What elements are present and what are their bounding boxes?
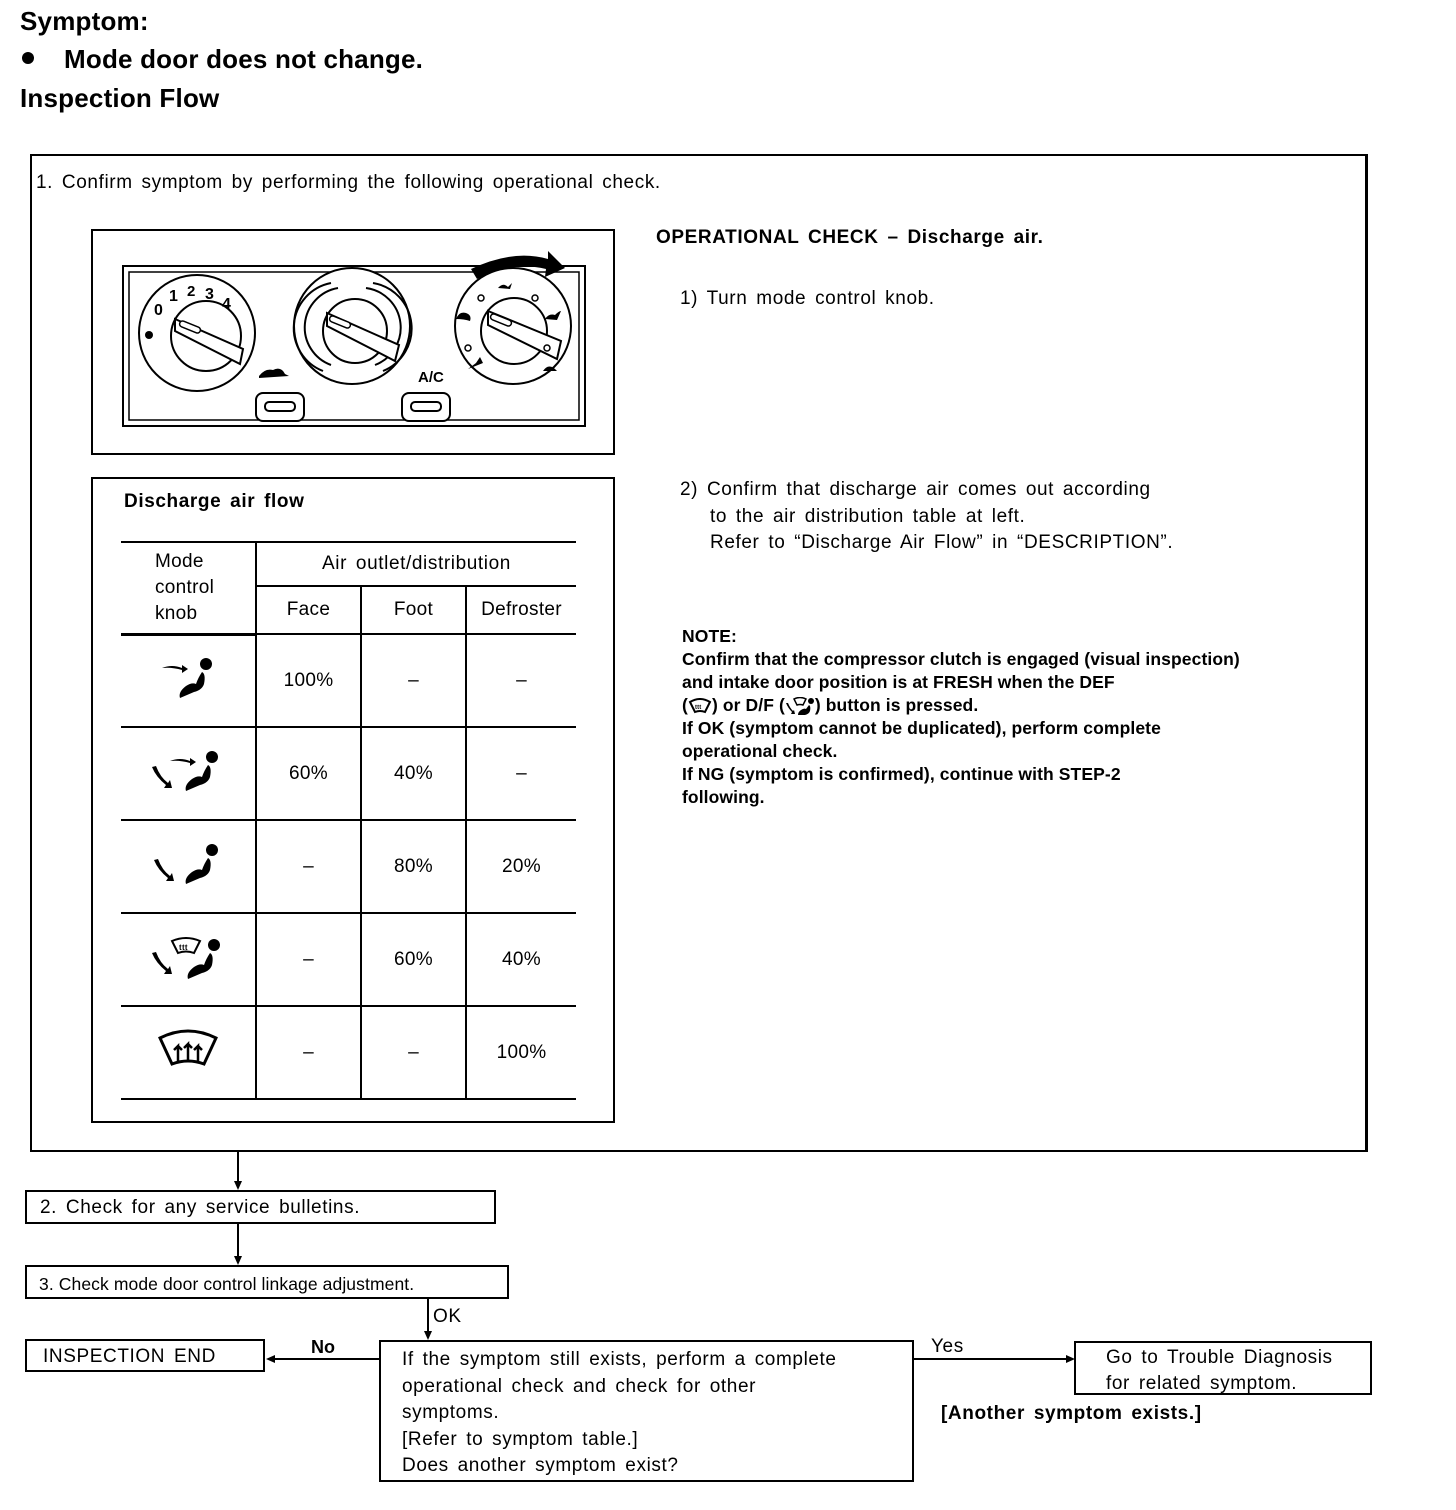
control-panel-illustration (93, 231, 613, 453)
table-row (121, 1006, 576, 1099)
air-flow-table-title: Discharge air flow (124, 491, 305, 512)
connector-line (237, 1152, 239, 1182)
svg-text:ttt: ttt (179, 942, 188, 952)
foot-icon (150, 842, 226, 886)
column-foot: Foot (361, 586, 466, 634)
cell-defroster: 20% (466, 820, 576, 913)
another-symptom-caption: [Another symptom exists.] (941, 1403, 1202, 1424)
symptom-item-text: Mode door does not change. (64, 44, 424, 74)
step1-title: 1. Confirm symptom by performing the following operational check. (36, 172, 661, 193)
step4-line: operational check and check for other (402, 1375, 757, 1397)
step2-line: to the air distribution table at left. (710, 505, 1026, 527)
svg-text:3: 3 (205, 286, 214, 303)
step4-line: symptoms. (402, 1402, 500, 1423)
step3-box (25, 1265, 509, 1299)
note-line: and intake door position is at FRESH when the DEF (682, 672, 1115, 692)
svg-text:0: 0 (154, 302, 163, 319)
note-text: ( (682, 695, 688, 715)
cell-defroster: 40% (466, 913, 576, 1006)
bi-level-icon (150, 749, 226, 793)
header-mode-line: Mode (155, 550, 204, 572)
cell-face: – (256, 913, 361, 1006)
trouble-diagnosis-box (1074, 1341, 1372, 1395)
connector-line (427, 1299, 429, 1331)
column-face: Face (256, 586, 361, 634)
table-row (121, 727, 576, 820)
note-text: ) button is pressed. (814, 695, 979, 715)
cell-foot: 80% (361, 820, 466, 913)
arrow-down-icon (234, 1256, 242, 1265)
cell-defroster: 100% (466, 1006, 576, 1099)
header-mode-line: control (155, 576, 215, 598)
note-label: NOTE: (682, 626, 737, 646)
svg-text:2: 2 (187, 283, 196, 300)
vent-face-icon (156, 656, 220, 700)
header-mode-control-knob (121, 542, 256, 634)
cell-foot: – (361, 1006, 466, 1099)
cell-foot: 40% (361, 727, 466, 820)
step2-label: 2. Check for any service bulletins. (40, 1197, 361, 1218)
trouble-diagnosis-text (1106, 1345, 1333, 1397)
note-line: If OK (symptom cannot be duplicated), perform complete (682, 718, 1161, 738)
operational-check-title: OPERATIONAL CHECK – Discharge air. (656, 227, 1044, 248)
step3-label: 3. Check mode door control linkage adjustment. (39, 1274, 415, 1294)
arrow-down-icon (424, 1331, 432, 1340)
symptom-label: Symptom: (20, 6, 149, 36)
fan-icon (145, 331, 153, 339)
svg-text:4: 4 (222, 296, 231, 313)
temperature-knob[interactable] (294, 268, 412, 384)
cell-face: 60% (256, 727, 361, 820)
mode-knob[interactable] (455, 251, 571, 384)
cell-face: – (256, 1006, 361, 1099)
step2-box (25, 1190, 496, 1224)
recirculation-icon (259, 369, 289, 378)
recirculation-button[interactable] (256, 369, 304, 421)
fan-knob[interactable] (139, 275, 255, 391)
step4-line: If the symptom still exists, perform a complete (402, 1349, 837, 1370)
df-button-icon (785, 697, 815, 715)
header-mode-line: knob (155, 602, 198, 624)
cell-foot: – (361, 634, 466, 727)
note-line (682, 694, 1240, 717)
inspection-end-label: INSPECTION END (43, 1346, 216, 1367)
note-line: Confirm that the compressor clutch is engaged (visual inspection) (682, 649, 1240, 669)
note-line: operational check. (682, 741, 838, 761)
note-line: following. (682, 787, 765, 807)
step4-text (402, 1347, 837, 1480)
defrost-foot-icon (150, 935, 226, 979)
table-row (121, 820, 576, 913)
trouble-diagnosis-line: for related symptom. (1106, 1373, 1298, 1394)
arrow-left-icon (266, 1355, 275, 1363)
table-row (121, 913, 576, 1006)
step4-box (379, 1340, 914, 1482)
control-panel-frame (91, 229, 615, 455)
connector-line (237, 1224, 239, 1256)
step4-line: Does another symptom exist? (402, 1455, 679, 1476)
operational-check-step1: 1) Turn mode control knob. (680, 288, 935, 309)
svg-text:1: 1 (169, 288, 178, 305)
def-button-icon (688, 698, 712, 714)
no-label: No (311, 1337, 335, 1357)
note-line: If NG (symptom is confirmed), continue with STEP-2 (682, 764, 1121, 784)
cell-defroster: – (466, 634, 576, 727)
inspection-end-box (25, 1339, 265, 1372)
svg-text:ttt: ttt (694, 705, 702, 712)
cell-defroster: – (466, 727, 576, 820)
operational-check-step2 (680, 477, 1173, 557)
air-flow-table (121, 541, 576, 1100)
ac-label: A/C (418, 369, 444, 386)
symptom-item (22, 44, 423, 75)
connector-line (273, 1358, 380, 1360)
column-defroster: Defroster (466, 586, 576, 634)
note-block (682, 625, 1240, 809)
step2-line: 2) Confirm that discharge air comes out according (680, 479, 1151, 500)
cell-face: 100% (256, 634, 361, 727)
step4-line: [Refer to symptom table.] (402, 1428, 639, 1450)
trouble-diagnosis-line: Go to Trouble Diagnosis (1106, 1347, 1333, 1368)
note-text: ) or D/F ( (711, 695, 785, 715)
section-title: Inspection Flow (20, 83, 220, 113)
table-row (121, 634, 576, 727)
header-air-outlet-distribution: Air outlet/distribution (256, 542, 576, 586)
connector-line (914, 1358, 1066, 1360)
defrost-icon (156, 1028, 220, 1072)
arrow-down-icon (234, 1181, 242, 1190)
step2-line: Refer to “Discharge Air Flow” in “DESCRIPTION”. (710, 532, 1174, 553)
cell-foot: 60% (361, 913, 466, 1006)
cell-face: – (256, 820, 361, 913)
ac-button[interactable] (402, 369, 450, 421)
yes-label: Yes (931, 1336, 964, 1357)
ok-label: OK (433, 1306, 462, 1327)
bullet-icon (22, 52, 34, 64)
